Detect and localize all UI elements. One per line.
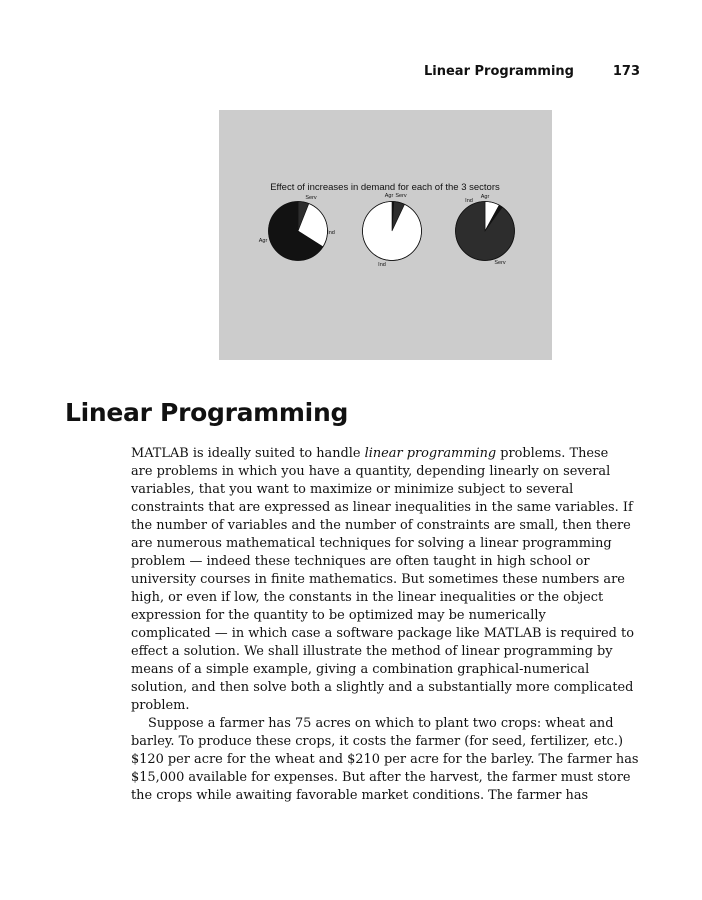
pie-label-agr: Agr [480,194,490,200]
paragraph-1-line: effect a solution. We shall illustrate the method of linear programming by [131,644,613,659]
paragraph-1-line: university courses in finite mathematics. But sometimes these numbers are [131,572,625,587]
paragraph-1-line: solution, and then solve both a slightly and a substantially more complicated [131,680,634,695]
paragraph-1-line: the number of variables and the number of constraints are small, then there [131,518,631,533]
paragraph-1-line: complicated — in which case a software package like MATLAB is required to [131,626,634,641]
body-text [131,445,644,805]
pie-label-ind: Ind [378,262,386,268]
paragraph-1-line: high, or even if low, the constants in the linear inequalities or the object [131,590,604,605]
text-run: MATLAB is ideally suited to handle [131,446,365,461]
pie-label-serv: Serv [305,195,317,201]
paragraph-2-line: the crops while awaiting favorable market conditions. The farmer has [131,788,589,803]
pie-chart-figure [219,110,552,360]
paragraph-2-line: Suppose a farmer has 75 acres on which to plant two crops: wheat and [148,716,614,731]
running-head [0,64,702,82]
paragraph-1-line: expression for the quantity to be optimized may be numerically [131,608,546,623]
paragraph-2-line: $15,000 available for expenses. But after the harvest, the farmer must store [131,770,631,785]
paragraph-1-line: problem — indeed these techniques are often taught in high school or [131,554,590,569]
pie-label-ind: Ind [327,230,335,236]
emphasis-text: linear programming [364,446,497,461]
figure [219,110,552,360]
paragraph-1-line: means of a simple example, giving a combination graphical-numerical [131,662,590,677]
text-run: problems. These [496,446,609,461]
pie-label-agr: Agr [258,238,268,244]
paragraph-1-line: are numerous mathematical techniques for solving a linear programming [131,536,612,551]
paragraph-1-line: constraints that are expressed as linear inequalities in the same variables. If [131,500,633,515]
pie-2 [362,193,421,268]
running-title: Linear Programming [424,64,574,79]
pie-label-agr: Agr [384,193,394,199]
paragraph-1-line: problem. [131,698,190,713]
pie-label-serv: Serv [494,260,506,266]
pie-label-serv: Serv [395,193,407,199]
paragraph-1-line: variables, that you want to maximize or minimize subject to several [131,482,574,497]
paragraph-1-first-line [131,445,644,463]
page-number: 173 [612,64,640,79]
pie-label-ind: Ind [465,198,473,204]
figure-title: Effect of increases in demand for each of the 3 sectors [270,182,500,193]
pie-1 [259,195,335,261]
paragraph-1-line: are problems in which you have a quantity, depending linearly on several [131,464,611,479]
section-heading: Linear Programming [65,398,349,427]
paragraph-2-line: barley. To produce these crops, it costs the farmer (for seed, fertilizer, etc.) [131,734,623,749]
paragraph-2-line: $120 per acre for the wheat and $210 per acre for the barley. The farmer has [131,752,639,767]
pie-3 [456,194,515,266]
